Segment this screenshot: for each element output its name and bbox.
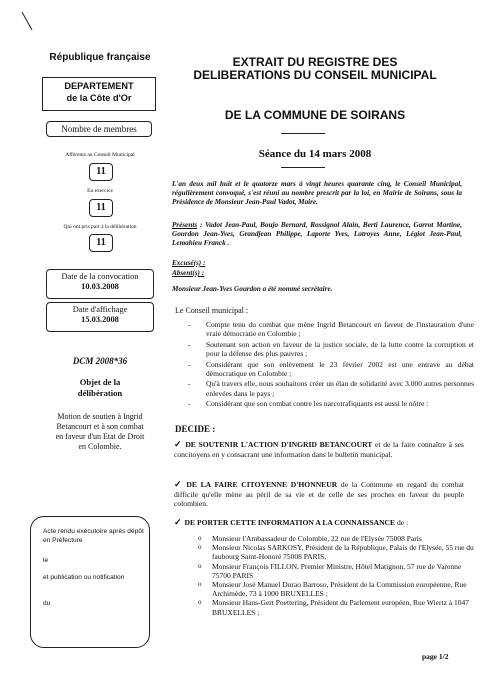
afferents-label: Afférents au Conseil Municipal — [65, 152, 135, 158]
considerant-item: - Considérant que son combat contre les narcotrafiquants est aussi le nôtre : — [188, 399, 474, 408]
affichage-date: 15.03.2008 — [81, 315, 119, 324]
deliberation-label: Qui ont pris part à la délibération — [63, 224, 137, 230]
recipient-item: o Monsieur l'Ambassadeur de Colombie, 22 rue de l'Elysée 75008 Paris — [198, 534, 474, 543]
republic-label: République française — [49, 52, 151, 63]
decide-bold: DE PORTER CETTE INFORMATION A LA CONNAISSANCE — [184, 518, 396, 527]
considerant-item: - Compte tenu du combat que mène Ingrid Betancourt en faveur de l'instauration d'une vraie démocratie en Colombie ; — [188, 320, 474, 339]
considerant-item: - Qu'à travers elle, nous souhaitons créer un élan de solidarité avec 3.000 autres personnes enlevées dans le pays ; — [188, 379, 474, 398]
title-line1: EXTRAIT DU REGISTRE DES — [232, 55, 398, 69]
intro-paragraph: L'an deux mil huit et le quatorze mars à vingt heures quarante cinq, le Conseil Municipal, régulièrement convoqué, s'est réuni au nombre prescrit par la loi, en Mairie de Soirans, sous la Présidence de Monsieur Jean-Paul Vadot, Maire. — [172, 180, 462, 206]
decide-label: DECIDE : — [175, 424, 216, 434]
en-exercice-label: En exercice — [87, 188, 113, 194]
executoire-line2: le — [43, 557, 49, 564]
recipient-item: o Monsieur Hans-Gert Poettering, Président du Parlement européen, Rue Wiertz à 1047 BRUXELLES ; — [198, 598, 474, 616]
department-box — [42, 77, 156, 111]
divider — [281, 133, 325, 134]
afferents-value: 11 — [89, 163, 113, 181]
considerant-item: - Soutenant son action en faveur de la justice sociale, de la lutte contre la corruption et pour la défense des plus pauvres ; — [188, 340, 474, 359]
decide-bold: DE SOUTENIR L'ACTION D'INGRID BETANCOURT — [185, 440, 373, 449]
absents-label: Absent(s) : — [172, 269, 205, 277]
executoire-line3: et publication ou notification — [43, 574, 125, 581]
check-icon: ✓ — [174, 517, 182, 527]
convocation-label: Date de la convocation — [61, 272, 139, 281]
considerants-list — [188, 320, 474, 410]
decide-bold: DE LA FAIRE CITOYENNE D'HONNEUR — [186, 480, 338, 489]
affichage-label: Date d'affichage — [72, 305, 128, 314]
presents-paragraph — [172, 221, 462, 248]
corner-mark — [20, 10, 36, 34]
presents-text: : Vadot Jean-Paul, Boujo Bernard, Rossignol Alain, Berti Laurence, Garrot Martine, Gourdon Jean-Yves, Grandjean Philippe, Laporte Yves, Latroyes Anne, Légiot Jean-Paul, Lemahieu Franck . — [172, 221, 462, 247]
objet-title-line1: Objet de la — [79, 377, 121, 387]
objet-title — [40, 377, 160, 399]
decide-rest: de la Commune en regard du combat difficile qu'elle mène au péril de sa vie et de celle de ses proches en faveur du peuple colombien. — [174, 480, 464, 509]
decide-rest: et de la faire connaître à ses concitoyens en y consacrant une information dans le bulletin municipal. — [174, 440, 464, 459]
seance-date: Séance du 14 mars 2008 — [258, 148, 372, 160]
presents-label: Présents — [172, 221, 198, 229]
recipients-list — [198, 534, 474, 617]
title-line2: DELIBERATIONS DU CONSEIL MUNICIPAL — [193, 68, 437, 82]
department-line1: DEPARTEMENT — [64, 81, 134, 91]
secretaire-line: Monsieur Jean-Yves Gourdon a été nommé secrétaire. — [172, 285, 333, 293]
convocation-date: 10.03.2008 — [81, 282, 119, 291]
affichage-box — [46, 302, 154, 332]
check-icon: ✓ — [174, 479, 184, 489]
convocation-box — [46, 269, 154, 299]
decide-item — [174, 440, 464, 459]
excuses-label: Excusé(s) : — [172, 259, 206, 267]
members-label: Nombre de membres — [61, 124, 137, 134]
executoire-line4: du — [43, 600, 51, 607]
department-line2: de la Côte d'Or — [66, 93, 132, 103]
deliberation-value: 11 — [89, 234, 113, 252]
considerant-item: - Considérant que son enlèvement le 23 février 2002 est une entrave au débat démocratique en Colombie ; — [188, 360, 474, 379]
recipient-item: o Monsieur Nicolas SARKOSY, Président de la République, Palais de l'Elysée, 55 rue du faubourg Saint-Honoré 75008 PARIS, — [198, 543, 474, 561]
recipient-item: o Monsieur François FILLON, Premier Ministre, Hôtel Matignon, 57 rue de Varenne 75700 PARIS — [198, 562, 474, 580]
decide-item — [174, 480, 464, 509]
conseil-label: Le Conseil municipal : — [175, 306, 249, 315]
decide-item — [174, 518, 464, 528]
decide-rest: de : — [395, 518, 409, 527]
page-number: page 1/2 — [422, 652, 449, 661]
executoire-line1: Acte rendu exécutoire après dépôt en Préfecture — [43, 528, 144, 544]
page-title — [165, 56, 465, 82]
en-exercice-value: 11 — [89, 199, 113, 217]
divider — [281, 167, 325, 168]
executoire-box — [30, 516, 150, 648]
commune-title: DE LA COMMUNE DE SOIRANS — [224, 108, 406, 122]
objet-title-line2: délibération — [77, 388, 123, 398]
members-box — [46, 121, 152, 137]
check-icon: ✓ — [174, 439, 183, 449]
recipient-item: o Monsieur José Manuel Durao Barroso, Président de la Commission européenne, Rue Archimède, 73 à 1000 BRUXELLES ; — [198, 580, 474, 598]
dcm-ref: DCM 2008*36 — [72, 356, 128, 366]
objet-text: Motion de soutien à Ingrid Betancourt et à son combat en faveur d'un Etat de Droit en Colombie. — [55, 412, 145, 451]
